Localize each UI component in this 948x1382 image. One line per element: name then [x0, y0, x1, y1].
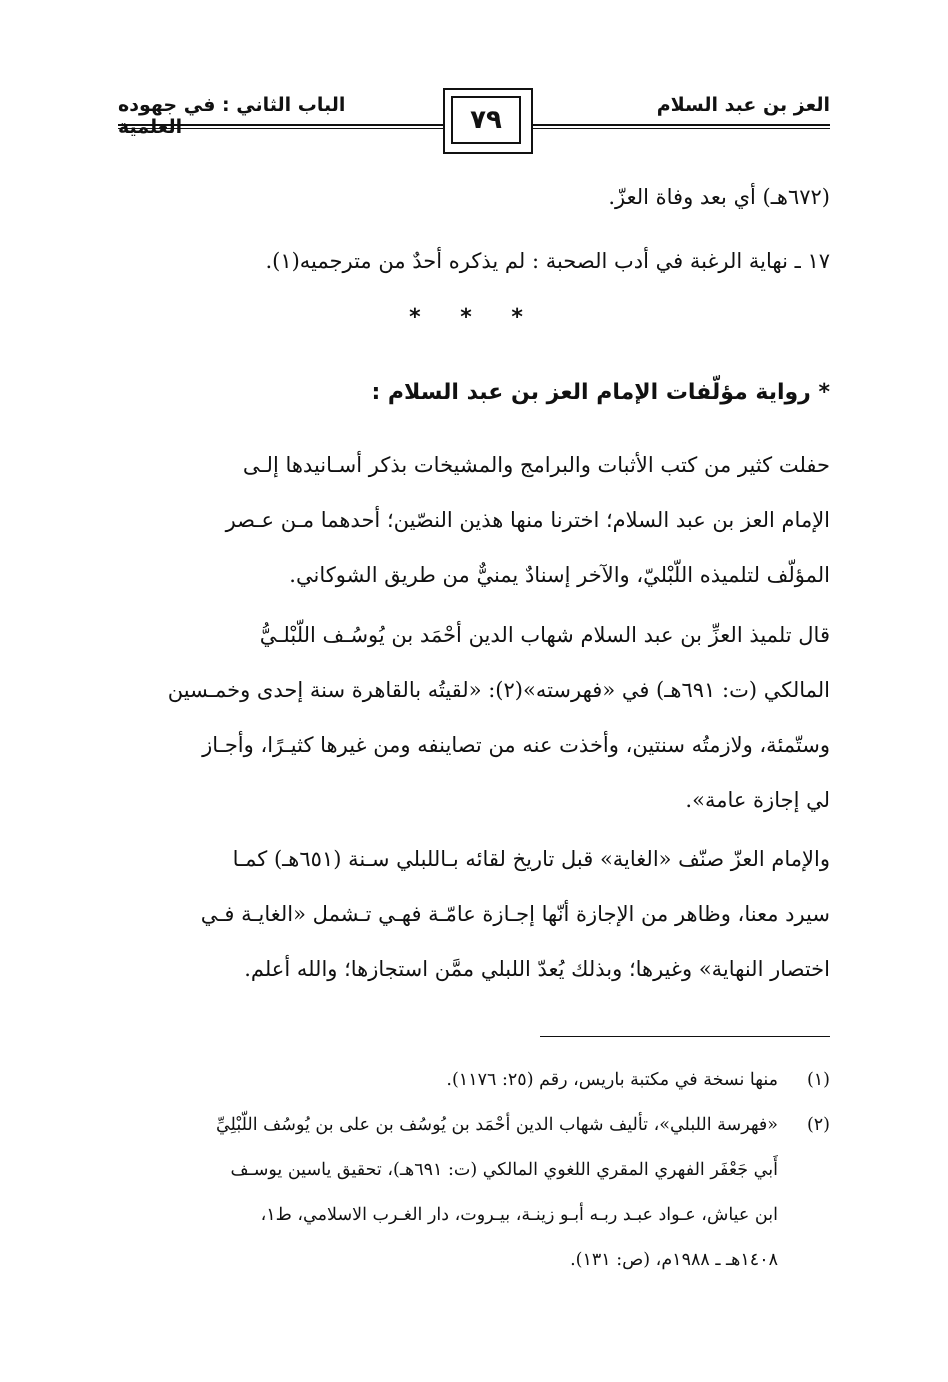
- page-header: [118, 88, 830, 158]
- paragraph-1: [118, 438, 830, 603]
- paragraph-line: اختصار النهاية» وغيرها؛ وبذلك يُعدّ اللبلي ممَّن استجازها؛ والله أعلم.: [244, 957, 830, 981]
- footnote-2: [118, 1103, 830, 1283]
- paragraph-3: [118, 832, 830, 997]
- footnote-line: أَبي جَعْفَر الفهري المقري اللغوي المالكي (ت: ٦٩١هـ)، تحقيق ياسين يوسـف: [230, 1160, 778, 1180]
- footnote-line: ابن عياش، عـواد عبـد ربـه أبـو زينـة، بيـروت، دار الغـرب الاسلامي، ط١،: [260, 1205, 778, 1225]
- top-continuation: [118, 172, 830, 286]
- footnote-rule: [540, 1036, 830, 1037]
- footnote-1: [118, 1058, 830, 1103]
- paragraph-2: [118, 608, 830, 828]
- paragraph-line: قال تلميذ العزِّ بن عبد السلام شهاب الدين أحْمَد بن يُوسُـف اللّبْلـيُّ: [259, 623, 830, 647]
- paragraph-line: لي إجازة عامة».: [685, 788, 830, 812]
- paragraph-line: سيرد معنا، وظاهر من الإجازة أنّها إجـازة عامّـة فهـي تـشمل «الغايـة فـي: [200, 902, 830, 926]
- paragraph-line: وستّمئة، ولازمتُه سنتين، وأخذت عنه من تصاينفه ومن غيرها كثيـرًا، وأجـاز: [202, 733, 830, 757]
- footnote-number: (١): [806, 1070, 830, 1090]
- page-number: ٧٩: [451, 96, 521, 144]
- paragraph-line: المالكي (ت: ٦٩١هـ) في «فهرسته»(٢): «لقيتُه بالقاهرة سنة إحدى وخمـسين: [167, 678, 830, 702]
- footnote-line: «فهرسة اللبلي»، تأليف شهاب الدين أحْمَد بن يُوسُف بن على بن يُوسُف اللّبْلِيِّ: [215, 1115, 778, 1135]
- paragraph-line: المؤلّف لتلميذه اللّبْليّ، والآخر إسنادٌ يمنيٌّ من طريق الشوكاني.: [289, 563, 830, 587]
- paragraph-line: والإمام العزّ صنّف «الغاية» قبل تاريخ لقائه بـاللبلي سـنة (٦٥١هـ) كمـا: [232, 847, 830, 871]
- continuation-line: (٦٧٢هـ) أي بعد وفاة العزّ.: [608, 185, 830, 209]
- book-item-17: ١٧ ـ نهاية الرغبة في أدب الصحبة : لم يذكره أحدٌ من مترجميه(١).: [265, 249, 830, 273]
- footnote-line: منها نسخة في مكتبة باريس، رقم (٢٥: ١١٧٦).: [446, 1070, 778, 1090]
- footnote-number: (٢): [806, 1115, 830, 1135]
- footnotes: [118, 1058, 830, 1283]
- running-title-right: العز بن عبد السلام: [656, 94, 830, 116]
- paragraph-line: حفلت كثير من كتب الأثبات والبرامج والمشيخات بذكر أسـانيدها إلـى: [242, 453, 830, 477]
- footnote-line: ١٤٠٨هـ ـ ١٩٨٨م، (ص: ١٣١).: [570, 1250, 778, 1270]
- paragraph-line: الإمام العز بن عبد السلام؛ اخترنا منها هذين النصّين؛ أحدهما مـن عـصر: [225, 508, 830, 532]
- section-separator: * * *: [409, 305, 539, 330]
- section-heading: * رواية مؤلّفات الإمام العز بن عبد السلام :: [371, 380, 830, 405]
- page-number-frame: [443, 88, 533, 154]
- running-title-left: الباب الثاني : في جهوده العلمية: [118, 94, 346, 138]
